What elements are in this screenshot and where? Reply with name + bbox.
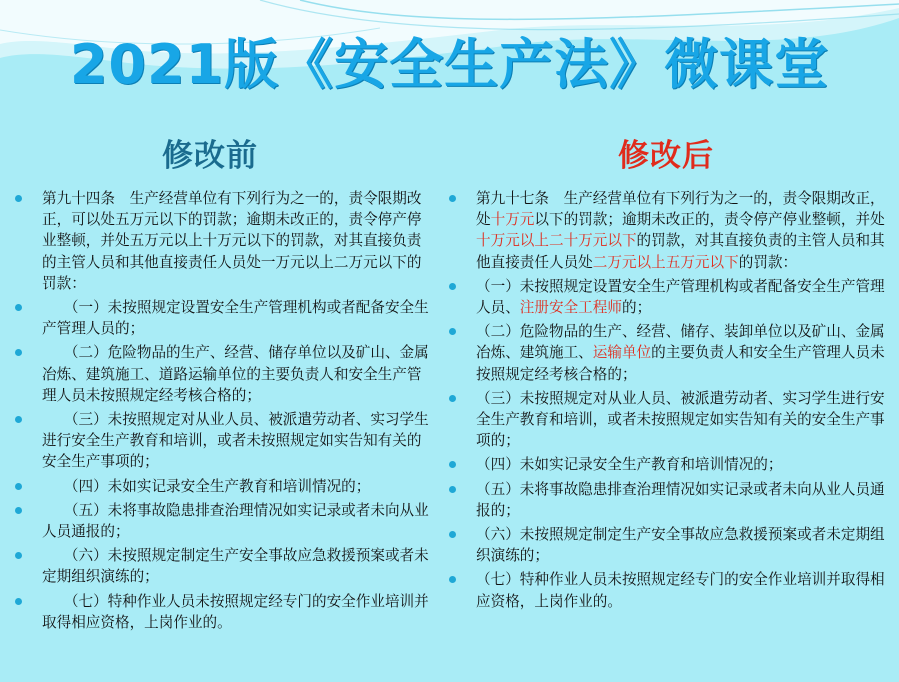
- page-title: 2021版《安全生产法》微课堂: [69, 33, 830, 96]
- after-item-text: （四）未如实记录安全生产教育和培训情况的；: [476, 456, 783, 474]
- after-list-item: [442, 321, 894, 385]
- after-item-text: （三）未按照规定对从业人员、被派遣劳动者、实习学生进行安全生产教育和培训，或者未按照规定如实告知有关的安全生产事项的；: [476, 389, 885, 450]
- after-item-text: 的主要负责人和安全生产管理人员未按照规定经考核合格的；: [476, 344, 885, 383]
- after-list-item: [442, 188, 894, 273]
- before-item-text: （四）未如实记录安全生产教育和培训情况的；: [42, 477, 371, 495]
- bullet-icon: [15, 304, 22, 311]
- bullet-icon: [15, 416, 22, 423]
- changed-text: 十万元: [490, 211, 535, 229]
- before-item-text: （一）未按照规定设置安全生产管理机构或者配备安全生产管理人员的；: [42, 299, 429, 338]
- after-list-item: [442, 276, 894, 318]
- bullet-icon: [449, 328, 456, 335]
- after-list-item: [442, 454, 894, 475]
- before-list-item: [8, 342, 436, 406]
- bullet-icon: [449, 531, 456, 538]
- before-list-item: [8, 409, 436, 473]
- bullet-icon: [449, 395, 456, 402]
- bullet-icon: [15, 598, 22, 605]
- after-list-item: [442, 479, 894, 521]
- changed-text: 十万元以上二十万元以下: [476, 232, 637, 250]
- after-article-list: [442, 188, 894, 612]
- after-item-text: （七）特种作业人员未按照规定经专门的安全作业培训并取得相应资格，上岗作业的。: [476, 571, 885, 610]
- bullet-icon: [15, 349, 22, 356]
- after-item-text: 第九十七条 生产经营单位有下列行为之一的，责令限期改正，处: [476, 190, 885, 229]
- before-item-text: （七）特种作业人员未按照规定经专门的安全作业培训并取得相应资格，上岗作业的。: [42, 592, 429, 631]
- before-list-item: [8, 591, 436, 633]
- after-item-text: （二）危险物品的生产、经营、储存、装卸单位以及矿山、金属冶炼、建筑施工、: [476, 323, 885, 362]
- after-list-item: [442, 569, 894, 611]
- changed-text: 注册安全工程师: [519, 299, 622, 317]
- bullet-icon: [15, 195, 22, 202]
- before-item-text: （二）危险物品的生产、经营、储存单位以及矿山、金属冶炼、建筑施工、道路运输单位的主要负责人和安全生产管理人员未按照规定经考核合格的；: [42, 344, 429, 404]
- before-item-text: （五）未将事故隐患排查治理情况如实记录或者未向从业人员通报的；: [42, 501, 429, 541]
- before-column: [8, 188, 436, 636]
- after-item-text: 的罚款，对其直接负责的主管人员和其他直接责任人员处: [476, 232, 885, 271]
- after-item-text: 的；: [621, 299, 652, 317]
- after-list-item: [442, 388, 894, 452]
- changed-text: 二万元以上五万元以下: [592, 253, 739, 271]
- bullet-icon: [449, 195, 456, 202]
- after-item-text: （一）未按照规定设置安全生产管理机构或者配备安全生产管理人员、: [476, 277, 885, 317]
- bullet-icon: [15, 483, 22, 490]
- before-list-item: [8, 545, 436, 587]
- after-list-item: [442, 524, 894, 566]
- after-item-text: （六）未按照规定制定生产安全事故应急救援预案或者未定期组织演练的；: [476, 526, 885, 565]
- before-article-list: [8, 188, 436, 633]
- bullet-icon: [449, 576, 456, 583]
- changed-text: 运输单位: [592, 344, 652, 362]
- before-list-item: [8, 500, 436, 542]
- before-list-item: [8, 476, 436, 497]
- bullet-icon: [449, 283, 456, 290]
- before-item-text: （三）未按照规定对从业人员、被派遣劳动者、实习学生进行安全生产教育和培训，或者未按照规定如实告知有关的安全生产事项的；: [42, 411, 429, 471]
- before-list-item: [8, 297, 436, 339]
- after-item-text: （五）未将事故隐患排查治理情况如实记录或者未向从业人员通报的；: [476, 480, 885, 519]
- bullet-icon: [15, 552, 22, 559]
- bullet-icon: [449, 486, 456, 493]
- before-item-text: （六）未按照规定制定生产安全事故应急救援预案或者未定期组织演练的；: [42, 547, 429, 586]
- bullet-icon: [15, 507, 22, 514]
- after-heading: 修改后: [618, 138, 714, 174]
- before-list-item: [8, 188, 436, 294]
- before-heading: 修改前: [162, 138, 258, 174]
- after-column: [442, 188, 894, 615]
- bullet-icon: [449, 461, 456, 468]
- after-item-text: 的罚款：: [738, 253, 798, 271]
- before-item-text: 第九十四条 生产经营单位有下列行为之一的，责令限期改正，可以处五万元以下的罚款；逾期未改正的，责令停产停业整顿，并处五万元以上十万元以下的罚款，对其直接负责的主管人员和其他直接责任人员处一万元以上二万元以下的罚款：: [42, 190, 422, 292]
- after-item-text: 以下的罚款；逾期未改正的，责令停产停业整顿，并处: [534, 211, 885, 229]
